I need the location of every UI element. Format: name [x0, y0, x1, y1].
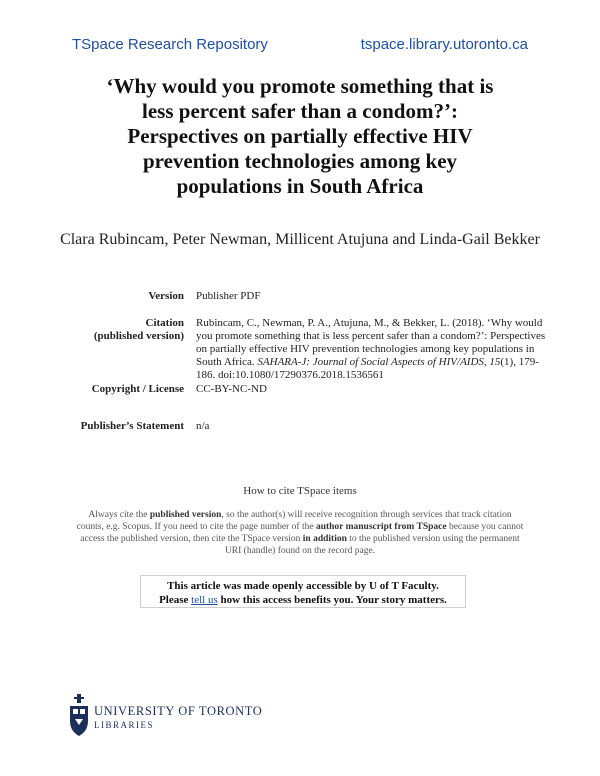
cite-emphasis: published version [149, 510, 222, 520]
version-label: Version [148, 290, 184, 302]
citation-journal: SAHARA-J: Journal of Social Aspects of HIV/AIDS, 15 [257, 356, 501, 368]
cite-text: because you cannot access the published version, then cite the TSpace version [80, 522, 524, 544]
cite-emphasis: in addition [302, 534, 347, 544]
how-to-cite-heading: How to cite TSpace items [243, 485, 357, 497]
citation-doi: (1), 179-186. doi:10.1080/17290376.2018.1536561 [196, 356, 539, 381]
citation-value [196, 317, 556, 382]
author-list: Clara Rubincam, Peter Newman, Millicent Atujuna and Linda-Gail Bekker [60, 231, 540, 248]
title-line: prevention technologies among key [142, 149, 458, 173]
repository-name: TSpace Research Repository [72, 36, 268, 53]
citation-text: Rubincam, C., Newman, P. A., Atujuna, M., & Bekker, L. (2018). ‘Why would you promote something that is less percent safer than a condom?’: Perspectives on partially effective HIV prevention technologies among key populations in South Africa. [196, 317, 546, 368]
access-notice-line [141, 593, 465, 607]
access-notice-box [140, 575, 466, 608]
tell-us-link[interactable]: tell us [191, 594, 218, 606]
title-line: ‘Why would you promote something that is [106, 74, 494, 98]
title-line: Perspectives on partially effective HIV [127, 124, 473, 148]
citation-label-line: (published version) [93, 330, 184, 342]
university-logo-sub: LIBRARIES [94, 720, 155, 730]
university-logo-name: UNIVERSITY OF TORONTO [94, 704, 263, 718]
citation-label-line: Citation [145, 317, 184, 329]
title-line: populations in South Africa [176, 174, 424, 198]
access-notice-text: Please [159, 594, 192, 606]
version-value: Publisher PDF [196, 290, 261, 302]
how-to-cite-text [76, 509, 524, 557]
publisher-statement-label: Publisher’s Statement [80, 420, 184, 432]
uoft-crest-icon [68, 693, 90, 737]
access-notice-text: how this access benefits you. Your story matters. [217, 594, 447, 606]
access-notice-line: This article was made openly accessible by U of T Faculty. [167, 580, 439, 592]
license-label: Copyright / License [91, 383, 184, 395]
cite-text: to the published version using the permanent URI (handle) found on the record page. [224, 534, 520, 556]
repository-domain[interactable]: tspace.library.utoronto.ca [360, 36, 528, 53]
publisher-statement-value: n/a [196, 420, 210, 432]
cite-emphasis: author manuscript from TSpace [315, 522, 447, 532]
citation-label [60, 317, 184, 343]
cite-text: , so the author(s) will receive recognition through services that track citation counts, e.g. Scopus. If you need to cite the page number of the [76, 510, 512, 532]
title-line: less percent safer than a condom?’: [142, 99, 458, 123]
article-title [60, 74, 540, 199]
cite-text: Always cite the [88, 510, 150, 520]
license-value: CC-BY-NC-ND [196, 383, 267, 395]
